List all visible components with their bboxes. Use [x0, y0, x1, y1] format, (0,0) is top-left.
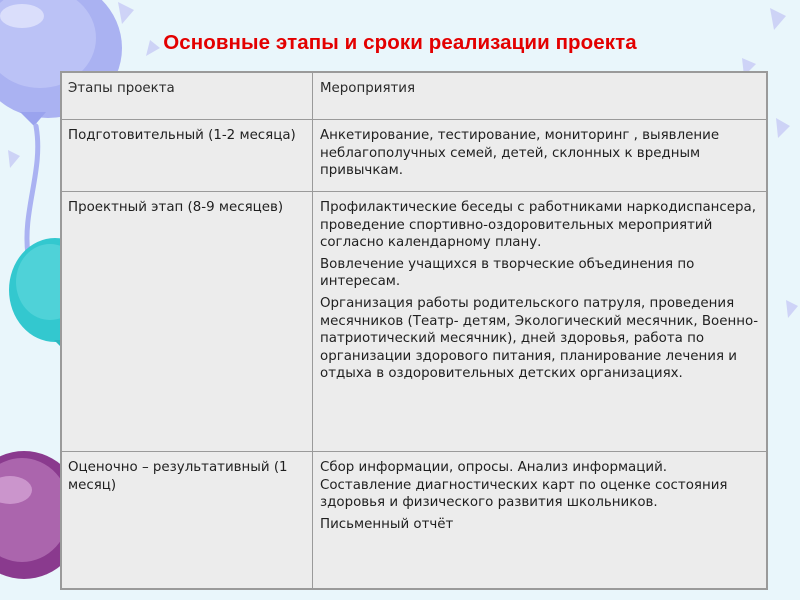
stages-table [60, 71, 768, 590]
slide-title: Основные этапы и сроки реализации проекта [163, 31, 637, 54]
stage-activities [313, 120, 767, 192]
header-activities: Мероприятия [313, 73, 767, 120]
stage-name: Оценочно – результативный (1 месяц) [62, 452, 313, 589]
table-header-row [62, 73, 767, 120]
stage-activities [313, 192, 767, 452]
activity-text: Профилактические беседы с работниками наркодиспансера, проведение спортивно-оздоровительных мероприятий согласно календарному плану. [320, 200, 756, 251]
table-row [62, 192, 767, 452]
activity-text: Сбор информации, опросы. Анализ информаций. Составление диагностических карт по оценке состояния здоровья и физического развития школьников. [320, 460, 728, 511]
stage-name: Подготовительный (1-2 месяца) [62, 120, 313, 192]
activity-text: Организация работы родительского патруля, проведения месячников (Театр- детям, Экологический месячник, Военно-патриотический месячник), дней здоровья, работа по организации здорового питания, планирование лечения и отдыха в оздоровительных детских организациях. [320, 295, 759, 382]
activity-text: Письменный отчёт [320, 516, 454, 532]
stage-name: Проектный этап (8-9 месяцев) [62, 192, 313, 452]
table-row [62, 120, 767, 192]
activity-text: Анкетирование, тестирование, мониторинг , выявление неблагополучных семей, детей, склонных к вредным привычкам. [320, 128, 720, 179]
header-stage: Этапы проекта [62, 73, 313, 120]
stage-activities [313, 452, 767, 589]
stages-table-grid [61, 72, 767, 589]
table-row [62, 452, 767, 589]
activity-text: Вовлечение учащихся в творческие объединения по интересам. [320, 256, 695, 290]
